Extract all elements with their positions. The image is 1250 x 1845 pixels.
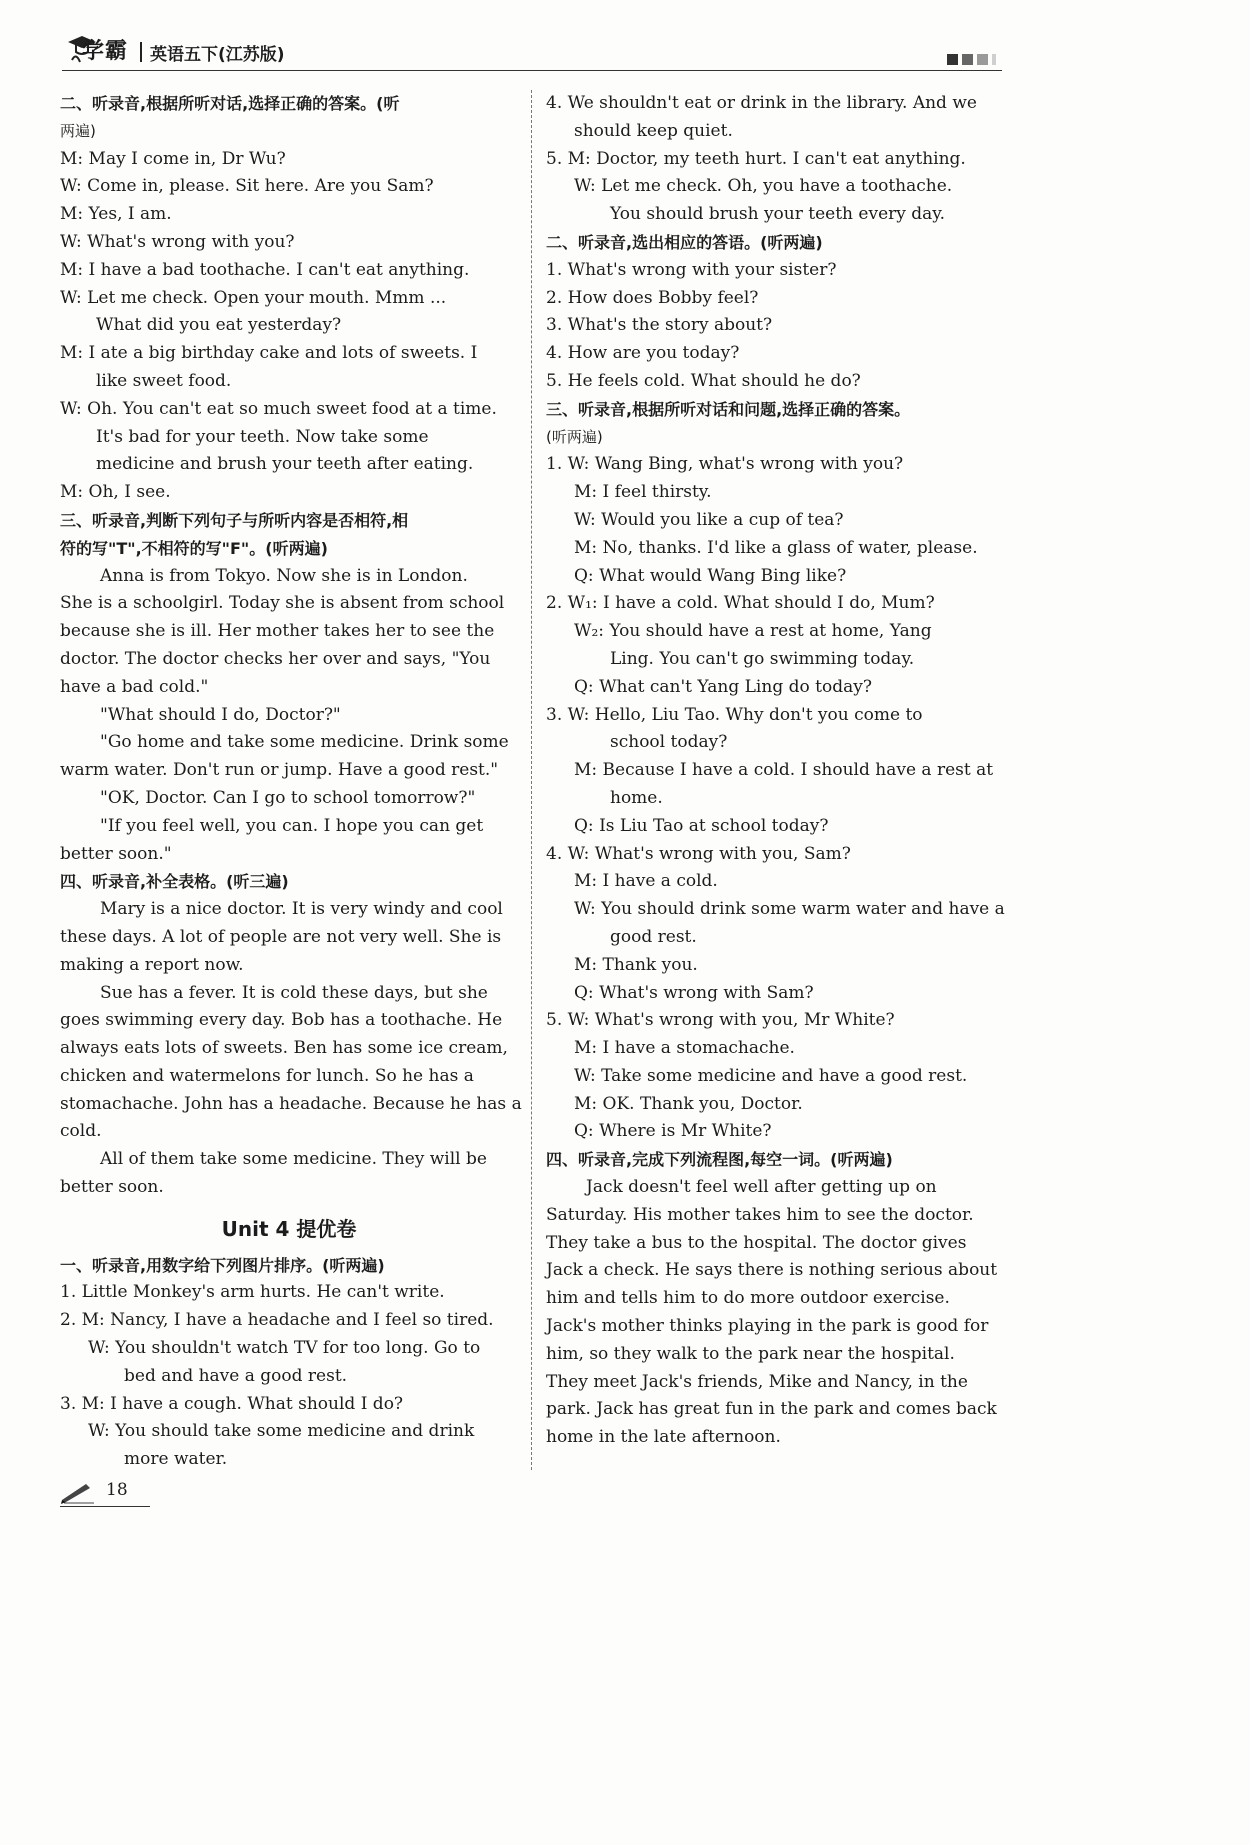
text-line: home in the late afternoon. <box>546 1427 781 1448</box>
dialogue-line: Q: What can't Yang Ling do today? <box>574 676 872 697</box>
text-line: M: I ate a big birthday cake and lots of sweets. I <box>60 343 478 364</box>
text-line: 2. M: Nancy, I have a headache and I feel so tired. <box>60 1310 494 1331</box>
text-line: him and tells him to do more outdoor exercise. <box>546 1288 950 1309</box>
section-heading: 符的写"T",不相符的写"F"。(听两遍) <box>60 538 328 558</box>
text-line: 5. M: Doctor, my teeth hurt. I can't eat anything. <box>546 148 966 169</box>
right-column <box>546 90 1004 1452</box>
text-line: W: Oh. You can't eat so much sweet food at a time. <box>60 398 497 419</box>
text-line: better soon. <box>60 1177 164 1198</box>
text-line: goes swimming every day. Bob has a toothache. He <box>60 1010 503 1031</box>
text-line: medicine and brush your teeth after eating. <box>96 454 474 475</box>
pencil-icon <box>60 1482 94 1504</box>
paragraph-line: Sue has a fever. It is cold these days, but she <box>100 982 488 1003</box>
section-heading-cont: (听两遍) <box>546 427 603 446</box>
text-line: M: Yes, I am. <box>60 204 172 225</box>
dialogue-line: Q: What's wrong with Sam? <box>574 982 814 1003</box>
text-line: him, so they walk to the park near the hospital. <box>546 1343 955 1364</box>
dialogue-line: should keep quiet. <box>574 120 733 141</box>
dialogue-line: more water. <box>124 1449 228 1470</box>
text-line: stomachache. John has a headache. Because he has a <box>60 1093 522 1114</box>
text-line: doctor. The doctor checks her over and says, "You <box>60 648 491 669</box>
left-column <box>60 90 522 1474</box>
paragraph-line: "What should I do, Doctor?" <box>100 704 341 725</box>
text-line: 1. What's wrong with your sister? <box>546 259 837 280</box>
text-line: these days. A lot of people are not very well. She is <box>60 926 502 947</box>
text-line: 2. How does Bobby feel? <box>546 287 759 308</box>
dialogue-line: W: Let me check. Oh, you have a toothache. <box>574 176 953 197</box>
dialogue-line: M: No, thanks. I'd like a glass of water, please. <box>574 537 978 558</box>
text-line: cold. <box>60 1121 102 1142</box>
dialogue-line: W: Would you like a cup of tea? <box>574 509 844 530</box>
text-line: because she is ill. Her mother takes her to see the <box>60 621 495 642</box>
text-line: W: Let me check. Open your mouth. Mmm ... <box>60 287 447 308</box>
text-line: 4. W: What's wrong with you, Sam? <box>546 843 851 864</box>
header-decoration-blocks <box>943 50 996 69</box>
text-line: 2. W₁: I have a cold. What should I do, Mum? <box>546 593 935 614</box>
page-header <box>62 30 1002 71</box>
text-line: 3. W: Hello, Liu Tao. Why don't you come to <box>546 704 923 725</box>
book-title: 英语五下(江苏版) <box>150 45 285 65</box>
dialogue-line: M: OK. Thank you, Doctor. <box>574 1093 803 1114</box>
paragraph-line: Mary is a nice doctor. It is very windy and cool <box>100 899 503 920</box>
dialogue-line: Q: What would Wang Bing like? <box>574 565 847 586</box>
paragraph-line: Jack doesn't feel well after getting up on <box>586 1177 937 1198</box>
text-line: Jack a check. He says there is nothing serious about <box>546 1260 998 1281</box>
dialogue-line: bed and have a good rest. <box>124 1365 348 1386</box>
text-line: 5. W: What's wrong with you, Mr White? <box>546 1010 895 1031</box>
paragraph-line: All of them take some medicine. They will be <box>100 1149 487 1170</box>
paragraph-line: "If you feel well, you can. I hope you can get <box>100 815 484 836</box>
dialogue-line: school today? <box>610 732 728 753</box>
text-line: park. Jack has great fun in the park and comes back <box>546 1399 997 1420</box>
paragraph-line: Anna is from Tokyo. Now she is in London. <box>100 565 468 586</box>
paragraph-line: "OK, Doctor. Can I go to school tomorrow?" <box>100 787 476 808</box>
dialogue-line: home. <box>610 787 663 808</box>
text-line: M: I have a bad toothache. I can't eat anything. <box>60 259 470 280</box>
text-line: 1. Little Monkey's arm hurts. He can't write. <box>60 1282 445 1303</box>
section-heading: 三、听录音,根据所听对话和问题,选择正确的答案。 <box>546 399 911 419</box>
header-block <box>962 54 973 65</box>
text-line: 1. W: Wang Bing, what's wrong with you? <box>546 454 904 475</box>
text-line: They meet Jack's friends, Mike and Nancy, in the <box>546 1371 968 1392</box>
column-divider <box>531 90 532 1470</box>
header-block <box>977 54 988 65</box>
page-footer <box>60 1478 150 1507</box>
text-line: chicken and watermelons for lunch. So he has a <box>60 1065 474 1086</box>
dialogue-line: W: Take some medicine and have a good rest. <box>574 1065 968 1086</box>
text-line: 4. How are you today? <box>546 343 740 364</box>
dialogue-line: W: You shouldn't watch TV for too long. Go to <box>88 1338 481 1359</box>
section-heading: 二、听录音,选出相应的答语。(听两遍) <box>546 232 823 252</box>
text-line: warm water. Don't run or jump. Have a good rest." <box>60 760 499 781</box>
text-line: have a bad cold." <box>60 676 209 697</box>
dialogue-line: Q: Is Liu Tao at school today? <box>574 815 829 836</box>
dialogue-line: W: You should take some medicine and drink <box>88 1421 475 1442</box>
section-heading: 三、听录音,判断下列句子与所听内容是否相符,相 <box>60 510 409 530</box>
text-line: 4. We shouldn't eat or drink in the library. And we <box>546 93 977 113</box>
dialogue-line: good rest. <box>610 926 697 947</box>
text-line: W: Come in, please. Sit here. Are you Sam? <box>60 176 434 197</box>
page-number: 18 <box>106 1480 128 1500</box>
dialogue-line: Ling. You can't go swimming today. <box>610 648 915 669</box>
dialogue-line: W₂: You should have a rest at home, Yang <box>574 621 932 642</box>
dialogue-line: M: Thank you. <box>574 954 698 975</box>
dialogue-line: M: I feel thirsty. <box>574 482 712 503</box>
text-line: Saturday. His mother takes him to see the doctor. <box>546 1204 974 1225</box>
dialogue-line: M: I have a cold. <box>574 871 718 892</box>
paragraph-line: "Go home and take some medicine. Drink some <box>100 732 509 753</box>
dialogue-line: M: I have a stomachache. <box>574 1038 795 1059</box>
unit-title: Unit 4 提优卷 <box>221 1216 357 1241</box>
text-line: always eats lots of sweets. Ben has some ice cream, <box>60 1038 508 1059</box>
text-line: It's bad for your teeth. Now take some <box>96 426 429 447</box>
text-line: like sweet food. <box>96 370 232 391</box>
text-line: making a report now. <box>60 954 244 975</box>
text-line: 3. What's the story about? <box>546 315 773 336</box>
header-separator <box>140 42 142 62</box>
section-heading-cont: 两遍) <box>60 121 96 140</box>
text-line: M: May I come in, Dr Wu? <box>60 148 286 169</box>
header-block <box>992 54 996 65</box>
section-heading: 四、听录音,补全表格。(听三遍) <box>60 872 289 892</box>
text-line: 5. He feels cold. What should he do? <box>546 370 861 391</box>
text-line: W: What's wrong with you? <box>60 231 295 252</box>
header-block <box>947 54 958 65</box>
logo-text: 学霸 <box>82 39 129 64</box>
text-line: They take a bus to the hospital. The doctor gives <box>546 1232 967 1253</box>
dialogue-line: You should brush your teeth every day. <box>610 204 946 225</box>
text-line: What did you eat yesterday? <box>96 315 342 336</box>
text-line: M: Oh, I see. <box>60 482 171 503</box>
section-heading: 一、听录音,用数字给下列图片排序。(听两遍) <box>60 1255 385 1275</box>
dialogue-line: Q: Where is Mr White? <box>574 1121 772 1142</box>
section-heading: 二、听录音,根据所听对话,选择正确的答案。(听 <box>60 94 400 113</box>
text-line: better soon." <box>60 843 172 864</box>
section-heading: 四、听录音,完成下列流程图,每空一词。(听两遍) <box>546 1150 893 1170</box>
text-line: Jack's mother thinks playing in the park is good for <box>546 1316 989 1337</box>
dialogue-line: M: Because I have a cold. I should have a rest at <box>574 760 994 781</box>
dialogue-line: W: You should drink some warm water and have a <box>574 899 1005 920</box>
text-line: 3. M: I have a cough. What should I do? <box>60 1393 404 1414</box>
text-line: She is a schoolgirl. Today she is absent from school <box>60 593 505 614</box>
